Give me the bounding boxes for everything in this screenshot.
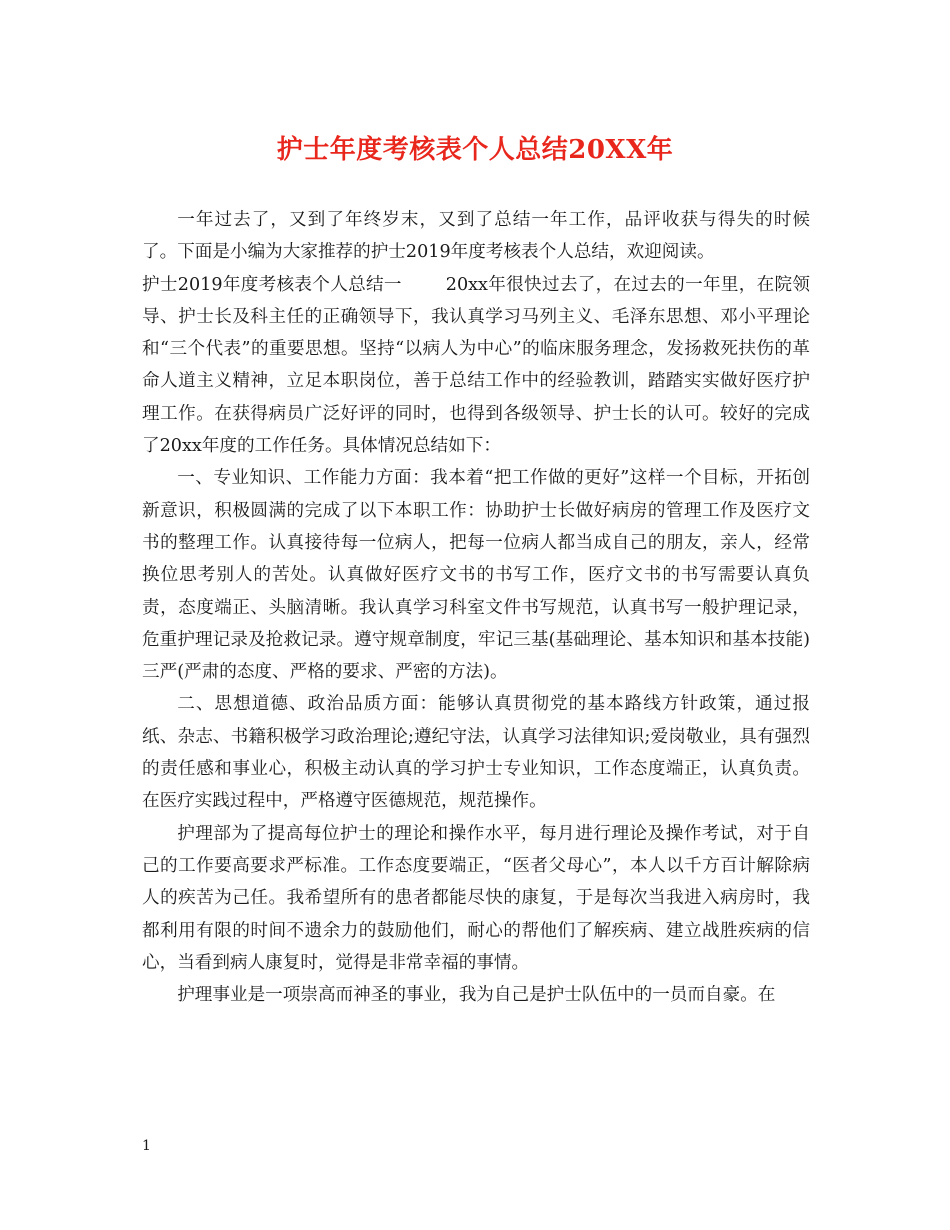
section-heading: 护士2019年度考核表个人总结一 bbox=[142, 274, 402, 295]
paragraph-nursing-department: 护理部为了提高每位护士的理论和操作水平，每月进行理论及操作考试，对于自己的工作要高要求严标准。工作态度要端正，“医者父母心”，本人以千方百计解除病人的疾苦为己任。我希望所有的患者都能尽快的康复，于是每次当我进入病房时，我都利用有限的时间不遗余力的鼓励他们，耐心的帮他们了解疾病、建立战胜疾病的信心，当看到病人康复时，觉得是非常幸福的事情。 bbox=[142, 823, 810, 973]
paragraph-nursing-career: 护理事业是一项崇高而神圣的事业，我为自己是护士队伍中的一员而自豪。在 bbox=[177, 985, 776, 1006]
document-body bbox=[142, 204, 810, 1011]
page-number: 1 bbox=[142, 1138, 151, 1154]
paragraph-professional-skills: 一、专业知识、工作能力方面：我本着“把工作做的更好”这样一个目标，开拓创新意识，积极圆满的完成了以下本职工作：协助护士长做好病房的管理工作及医疗文书的整理工作。认真接待每一位病人，把每一位病人都当成自己的朋友，亲人，经常换位思考别人的苦处。认真做好医疗文书的书写工作，医疗文书的书写需要认真负责，态度端正、头脑清晰。我认真学习科室文件书写规范，认真书写一般护理记录，危重护理记录及抢救记录。遵守规章制度，牢记三基(基础理论、基本知识和基本技能)三严(严肃的态度、严格的要求、严密的方法)。 bbox=[142, 468, 810, 683]
section-paragraph bbox=[142, 269, 810, 463]
section-first-paragraph: 20xx年很快过去了，在过去的一年里，在院领导、护士长及科主任的正确领导下，我认真学习马列主义、毛泽东思想、邓小平理论和“三个代表”的重要思想。坚持“以病人为中心”的临床服务理念，发扬救死扶伤的革命人道主义精神，立足本职岗位，善于总结工作中的经验教训，踏踏实实做好医疗护理工作。在获得病员广泛好评的同时，也得到各级领导、护士长的认可。较好的完成了20xx年度的工作任务。具体情况总结如下： bbox=[142, 274, 810, 457]
paragraph-ideology-politics: 二、思想道德、政治品质方面：能够认真贯彻党的基本路线方针政策，通过报纸、杂志、书籍积极学习政治理论;遵纪守法，认真学习法律知识;爱岗敬业，具有强烈的责任感和事业心，积极主动认真的学习护士专业知识，工作态度端正，认真负责。在医疗实践过程中，严格遵守医德规范，规范操作。 bbox=[142, 694, 810, 812]
intro-paragraph: 一年过去了，又到了年终岁末，又到了总结一年工作，品评收获与得失的时候了。下面是小编为大家推荐的护士2019年度考核表个人总结，欢迎阅读。 bbox=[142, 210, 810, 263]
document-title: 护士年度考核表个人总结20XX年 bbox=[276, 135, 674, 165]
